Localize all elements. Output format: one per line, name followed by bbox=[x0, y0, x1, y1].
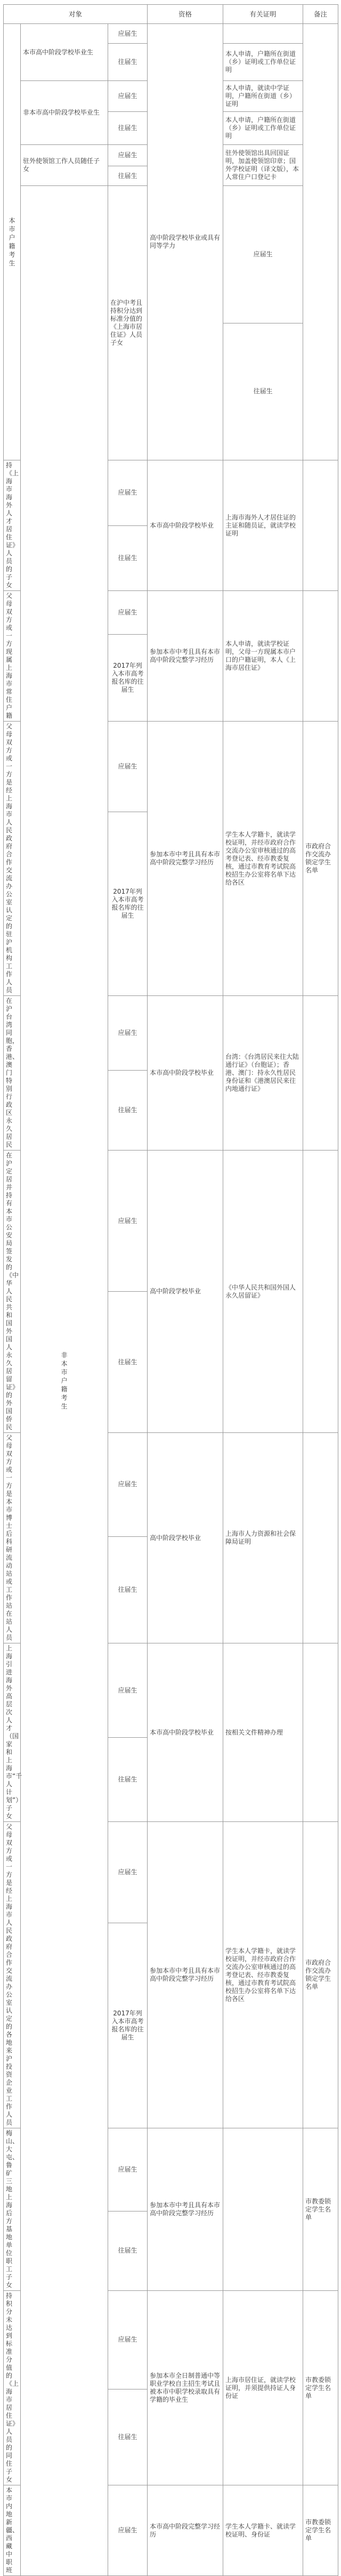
status-past: 往届生 bbox=[108, 2211, 148, 2290]
note-cell bbox=[303, 996, 338, 1151]
proof-cell: 学生本人学籍卡、就读学校证明、身份证 bbox=[223, 2485, 303, 2576]
status-past: 往届生 bbox=[223, 323, 303, 460]
object-cell: 非本市高中阶段学校毕业生 bbox=[21, 81, 108, 145]
status-fresh: 应届生 bbox=[108, 1643, 148, 1738]
object-cell: 驻外使领馆工作人员随任子女 bbox=[21, 145, 108, 186]
object-cell: 父母双方或一方是本市博士后科研流动站或工作站在站人员 bbox=[4, 1433, 21, 1643]
object-cell: 本市内地新疆、西藏中职班 bbox=[4, 2485, 21, 2576]
object-cell: 在沪定居并持有本市公安局签发的《中华人民共和国外国人永久居留证》的外国侨民 bbox=[4, 1151, 21, 1433]
qualification-cell: 参加本市全日制普通中等职业学校自主招生考试且被本市中职学校录取具有学籍的毕业生 bbox=[148, 2291, 223, 2485]
eligibility-table bbox=[3, 4, 338, 2576]
status-fresh: 应届生 bbox=[108, 591, 148, 635]
proof-cell: 本人申请，就读中学证明，户籍所在街道（乡）证明 bbox=[223, 81, 303, 112]
status-past: 往届生 bbox=[108, 525, 148, 591]
note-cell: 市教委锁定学生名单 bbox=[303, 2485, 338, 2576]
object-cell: 在沪台湾同胞，香港、澳门特别行政区永久居民 bbox=[4, 996, 21, 1151]
status-fresh: 应届生 bbox=[108, 81, 148, 112]
object-cell: 持积分未达到标准分值的《上海市居住证》人员的同住子女 bbox=[4, 2291, 21, 2485]
status-fresh: 应届生 bbox=[108, 2485, 148, 2576]
qualification-cell: 本市高中阶段学校毕业 bbox=[148, 996, 223, 1151]
object-cell: 在沪中考且持积分达到标准分值的《上海市居住证》人员子女 bbox=[108, 186, 148, 460]
status-past-2017: 2017年列入本市高考报名库的往届生 bbox=[108, 1923, 148, 2128]
proof-cell: 本人申请，就读学校证明，父母一方现属本市户口的户籍证明，本人《上海市居住证》 bbox=[223, 591, 303, 722]
category-local: 本市户籍考生 bbox=[4, 24, 21, 460]
object-cell: 本市高中阶段学校毕业生 bbox=[21, 24, 108, 81]
status-past: 往届生 bbox=[108, 1738, 148, 1822]
qualification-cell: 本市高中阶段学校毕业 bbox=[148, 460, 223, 591]
proof-cell bbox=[223, 24, 303, 44]
proof-cell: 台湾：《台湾居民来往大陆通行证》（台胞证）；香港、澳门：持永久性居民身份证和《港澳居民来往内地通行证》 bbox=[223, 996, 303, 1151]
proof-cell: 本人申请，户籍所在街道（乡）证明或工作单位证明 bbox=[223, 112, 303, 145]
status-fresh: 应届生 bbox=[108, 1822, 148, 1923]
note-cell: 市教委锁定学生名单 bbox=[303, 2128, 338, 2291]
header-proof: 有关证明 bbox=[223, 5, 303, 24]
status-past: 往届生 bbox=[108, 1536, 148, 1643]
qualification-cell: 高中阶段学校毕业 bbox=[148, 1151, 223, 1433]
header-note: 备注 bbox=[303, 5, 338, 24]
note-cell bbox=[303, 1433, 338, 1643]
status-past: 往届生 bbox=[108, 44, 148, 81]
note-cell bbox=[303, 460, 338, 591]
status-fresh: 应届生 bbox=[108, 460, 148, 526]
proof-cell bbox=[223, 2128, 303, 2291]
object-cell: 父母双方或一方是经上海市人民政府合作交流办公室认定的各地来沪投资企业工作人员 bbox=[4, 1822, 21, 2128]
qualification-cell: 参加本市中考且具有本市高中阶段完整学习经历 bbox=[148, 722, 223, 996]
proof-cell: 学生本人学籍卡，就读学校证明，并经市政府合作交流办公室审核通过的高考登记表、经市教委复核，通过市教育考试院高校招生办公室将名单下达给各区 bbox=[223, 1822, 303, 2128]
header-object: 对象 bbox=[4, 5, 148, 24]
status-past-2017: 2017年列入本市高考报名库的往届生 bbox=[108, 812, 148, 996]
proof-cell: 上海市人力资源和社会保障局证明 bbox=[223, 1433, 303, 1643]
status-fresh: 应届生 bbox=[108, 722, 148, 812]
object-cell: 梅山、大屯、鲁矿三地上海后方基地单位职工子女 bbox=[4, 2128, 21, 2291]
status-fresh: 应届生 bbox=[108, 2128, 148, 2212]
proof-cell: 《中华人民共和国外国人永久居留证》 bbox=[223, 1151, 303, 1433]
category-nonlocal: 非本市户籍考生 bbox=[21, 186, 108, 2576]
note-cell bbox=[303, 24, 338, 460]
proof-cell: 学生本人学籍卡，就读学校证明，并经市政府合作交流办公室审核通过的高考登记表、经市教委复核，通过市教育考试院高校招生办公室将名单下达给各区 bbox=[223, 722, 303, 996]
header-row bbox=[4, 5, 338, 24]
status-past: 往届生 bbox=[108, 166, 148, 186]
object-cell: 父母双方或一方现属上海市常住户籍 bbox=[4, 591, 21, 722]
note-cell bbox=[303, 1643, 338, 1822]
object-cell: 上海引进海外高层次人才（国家和上海市“千人计划”）子女 bbox=[4, 1643, 21, 1822]
status-fresh: 应届生 bbox=[108, 996, 148, 1071]
qualification-cell: 参加本市中考且具有本市高中阶段完整学习经历 bbox=[148, 2128, 223, 2291]
note-cell bbox=[303, 591, 338, 722]
status-past: 往届生 bbox=[108, 2389, 148, 2485]
object-cell: 父母双方或一方是经上海市人民政府合作交流办公室认定的驻沪机构工作人员 bbox=[4, 722, 21, 996]
qualification-cell: 高中阶段学校毕业 bbox=[148, 1433, 223, 1643]
table-row bbox=[4, 24, 338, 44]
status-fresh: 应届生 bbox=[108, 2291, 148, 2389]
status-past-2017: 2017年列入本市高考报名库的往届生 bbox=[108, 634, 148, 721]
object-cell: 持《上海市海外人才居住证》人员的子女 bbox=[4, 460, 21, 591]
proof-cell: 上海市居住证，就读学校证明，并须提供持证人身份证 bbox=[223, 2291, 303, 2485]
status-past: 往届生 bbox=[108, 112, 148, 145]
status-past: 往届生 bbox=[108, 1292, 148, 1433]
proof-cell: 本人申请，户籍所在街道（乡）证明或工作单位证明 bbox=[223, 44, 303, 81]
proof-cell: 驻外使领馆出具回国证明，加盖使领馆印章；国外学校证明（译文版），本人常住户口登记卡 bbox=[223, 145, 303, 186]
qualification-cell: 参加本市中考且具有本市高中阶段完整学习经历 bbox=[148, 591, 223, 722]
status-fresh: 应届生 bbox=[108, 1433, 148, 1537]
qualification-cell: 本市高中阶段完整学习经历 bbox=[148, 2485, 223, 2576]
proof-cell: 上海市海外人才居住证的主证和随员证，就读学校证明 bbox=[223, 460, 303, 591]
header-qualification: 资格 bbox=[148, 5, 223, 24]
note-cell: 市政府合作交流办锁定学生名单 bbox=[303, 1822, 338, 2128]
status-past: 往届生 bbox=[108, 1071, 148, 1151]
qualification-cell: 参加本市中考且具有本市高中阶段完整学习经历 bbox=[148, 1822, 223, 2128]
qualification-cell: 本市高中阶段学校毕业 bbox=[148, 1643, 223, 1822]
proof-cell: 按相关文件精神办理 bbox=[223, 1643, 303, 1822]
status-fresh: 应届生 bbox=[108, 24, 148, 44]
note-cell: 市教委锁定学生名单 bbox=[303, 2291, 338, 2485]
note-cell: 市政府合作交流办锁定学生名单 bbox=[303, 722, 338, 996]
qualification-cell: 高中阶段学校毕业或具有同等学力 bbox=[148, 24, 223, 460]
note-cell bbox=[303, 1151, 338, 1433]
status-fresh: 应届生 bbox=[108, 145, 148, 166]
status-fresh: 应届生 bbox=[108, 1151, 148, 1292]
status-fresh: 应届生 bbox=[223, 186, 303, 323]
